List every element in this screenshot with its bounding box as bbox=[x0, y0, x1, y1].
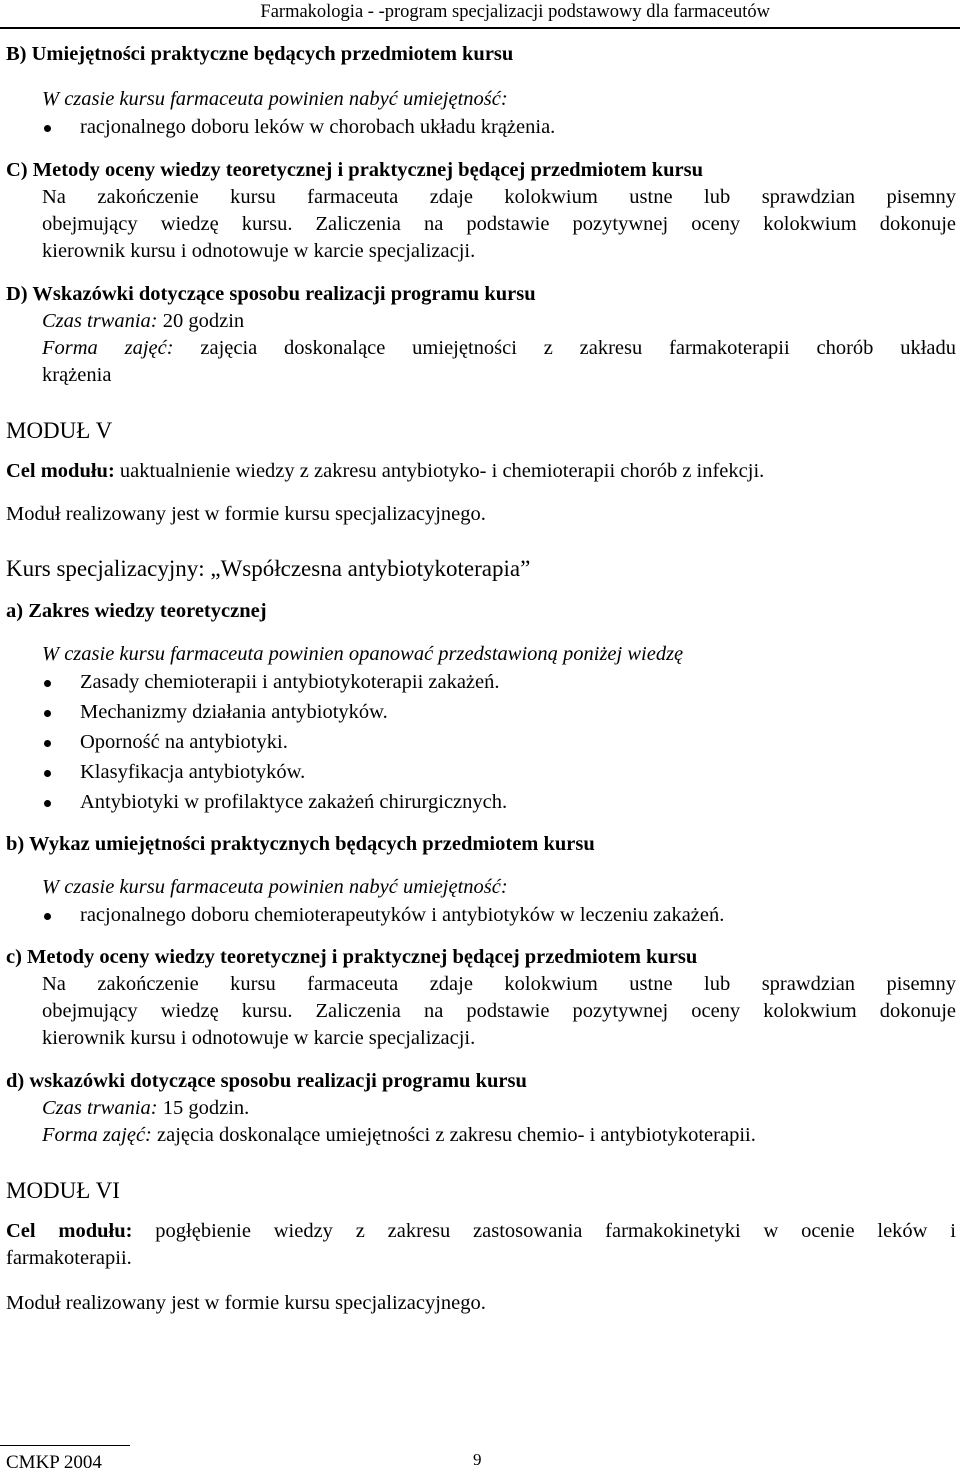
section-b2-intro: W czasie kursu farmaceuta powinien nabyć umiejętność: bbox=[42, 876, 508, 898]
section-c2-line: obejmujący wiedzę kursu. Zaliczenia na podstawie pozytywnej oceny kolokwium dokonuje bbox=[42, 1000, 956, 1022]
form-value: zajęcia doskonalące umiejętności z zakresu farmakoterapii chorób układu bbox=[200, 337, 956, 359]
module-vi-title: MODUŁ VI bbox=[6, 1178, 120, 1203]
list-item: Antybiotyki w profilaktyce zakażeń chirurgicznych. bbox=[80, 791, 508, 813]
list-item: racjonalnego doboru chemioterapeutyków i antybiotyków w leczeniu zakażeń. bbox=[80, 904, 725, 926]
section-d2-form bbox=[42, 1122, 756, 1149]
form-label: Forma zajęć: bbox=[42, 1124, 152, 1146]
page-number: 9 bbox=[473, 1450, 482, 1469]
section-b2-heading: b) Wykaz umiejętności praktycznych będących przedmiotem kursu bbox=[6, 833, 595, 855]
bullet-icon bbox=[44, 770, 51, 777]
section-a-heading: a) Zakres wiedzy teoretycznej bbox=[6, 600, 267, 622]
section-d-form-cont: krążenia bbox=[42, 364, 112, 386]
section-d-duration bbox=[42, 308, 244, 335]
section-c-line: kierownik kursu i odnotowuje w karcie specjalizacji. bbox=[42, 240, 476, 262]
section-d-heading: D) Wskazówki dotyczące sposobu realizacji programu kursu bbox=[6, 283, 536, 305]
module-vi-goal-cont: farmakoterapii. bbox=[6, 1247, 132, 1269]
section-c-heading: C) Metody oceny wiedzy teoretycznej i praktycznej będącej przedmiotem kursu bbox=[6, 159, 704, 181]
bullet-icon bbox=[44, 740, 51, 747]
goal-value: uaktualnienie wiedzy z zakresu antybiotyko- i chemioterapii chorób z infekcji. bbox=[119, 460, 765, 482]
section-d-form bbox=[42, 335, 956, 362]
page-header bbox=[0, 0, 960, 29]
header-title: Farmakologia - -program specjalizacji podstawowy dla farmaceutów bbox=[260, 2, 770, 22]
bullet-icon bbox=[44, 680, 51, 687]
goal-value: pogłębienie wiedzy z zakresu zastosowania farmakokinetyki w ocenie leków i bbox=[155, 1220, 956, 1242]
header-rule bbox=[0, 27, 960, 29]
module-vi-goal bbox=[6, 1218, 956, 1245]
duration-label: Czas trwania: bbox=[42, 310, 158, 332]
section-d2-heading: d) wskazówki dotyczące sposobu realizacji programu kursu bbox=[6, 1070, 527, 1092]
module-v-note: Moduł realizowany jest w formie kursu specjalizacyjnego. bbox=[6, 503, 486, 525]
goal-label: Cel modułu: bbox=[6, 1220, 133, 1242]
duration-value: 15 godzin. bbox=[162, 1097, 250, 1119]
section-a-intro: W czasie kursu farmaceuta powinien opanować przedstawioną poniżej wiedzę bbox=[42, 643, 684, 665]
form-value: zajęcia doskonalące umiejętności z zakresu chemio- i antybiotykoterapii. bbox=[157, 1124, 756, 1146]
bullet-icon bbox=[44, 800, 51, 807]
bullet-icon bbox=[44, 710, 51, 717]
list-item: Mechanizmy działania antybiotyków. bbox=[80, 701, 388, 723]
list-item: Oporność na antybiotyki. bbox=[80, 731, 288, 753]
footer-rule bbox=[0, 1445, 130, 1446]
section-c2-line: kierownik kursu i odnotowuje w karcie specjalizacji. bbox=[42, 1027, 476, 1049]
module-v-goal bbox=[6, 458, 764, 485]
section-d2-duration bbox=[42, 1095, 249, 1122]
bullet-icon bbox=[44, 125, 51, 132]
section-c-line: Na zakończenie kursu farmaceuta zdaje kolokwium ustne lub sprawdzian pisemny bbox=[42, 186, 956, 208]
footer-left: CMKP 2004 bbox=[6, 1452, 102, 1473]
goal-label: Cel modułu: bbox=[6, 460, 115, 482]
duration-label: Czas trwania: bbox=[42, 1097, 158, 1119]
course-title: Kurs specjalizacyjny: „Współczesna antybiotykoterapia” bbox=[6, 556, 531, 581]
section-c2-line: Na zakończenie kursu farmaceuta zdaje kolokwium ustne lub sprawdzian pisemny bbox=[42, 973, 956, 995]
section-c-line: obejmujący wiedzę kursu. Zaliczenia na podstawie pozytywnej oceny kolokwium dokonuje bbox=[42, 213, 956, 235]
module-vi-note: Moduł realizowany jest w formie kursu specjalizacyjnego. bbox=[6, 1292, 486, 1314]
form-label: Forma zajęć: bbox=[42, 337, 174, 359]
list-item: racjonalnego doboru leków w chorobach układu krążenia. bbox=[80, 116, 556, 138]
section-b-intro: W czasie kursu farmaceuta powinien nabyć umiejętność: bbox=[42, 88, 508, 110]
module-v-title: MODUŁ V bbox=[6, 418, 113, 443]
duration-value: 20 godzin bbox=[162, 310, 245, 332]
section-c2-heading: c) Metody oceny wiedzy teoretycznej i praktycznej będącej przedmiotem kursu bbox=[6, 946, 698, 968]
list-item: Klasyfikacja antybiotyków. bbox=[80, 761, 306, 783]
list-item: Zasady chemioterapii i antybiotykoterapii zakażeń. bbox=[80, 671, 500, 693]
section-b-heading: B) Umiejętności praktyczne będących przedmiotem kursu bbox=[6, 43, 514, 65]
bullet-icon bbox=[44, 913, 51, 920]
